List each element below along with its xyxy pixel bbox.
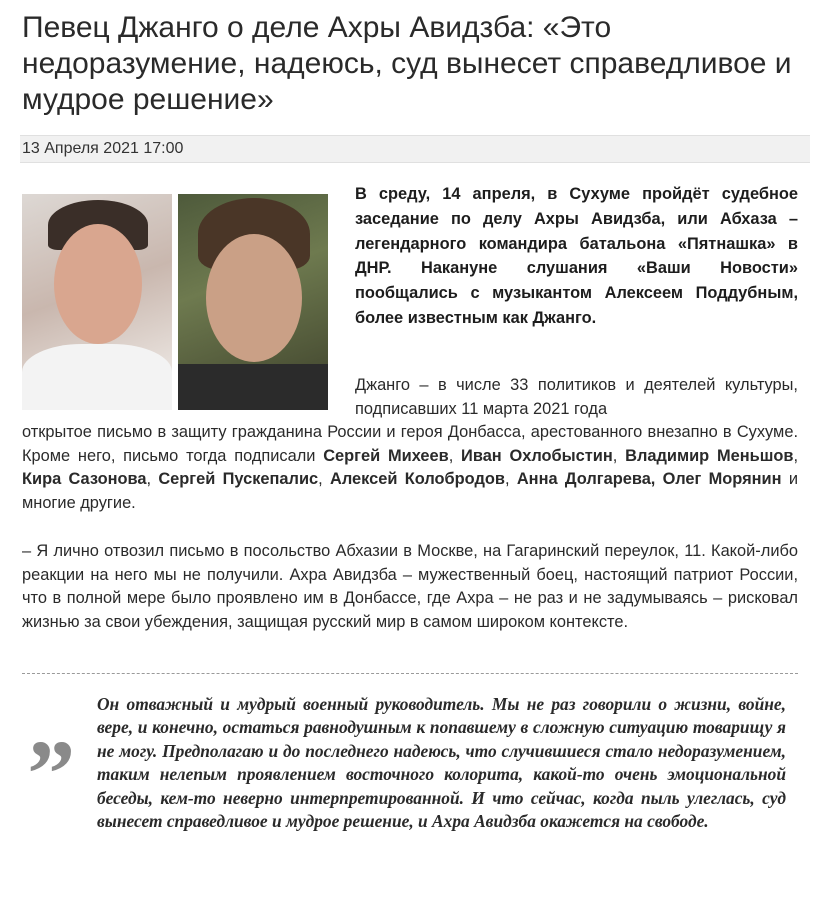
article-title: Певец Джанго о деле Ахры Авидзба: «Это недоразумение, надеюсь, суд вынесет справедливое и мудрое решение»	[22, 11, 792, 116]
paragraph-1-end: и многие другие.	[22, 470, 798, 512]
separator	[655, 470, 662, 488]
separator: ,	[318, 470, 330, 488]
signer-name: Сергей Михеев	[323, 446, 449, 465]
separator: ,	[793, 446, 799, 465]
paragraph-1-text: открытое письмо в защиту гражданина России и героя Донбасса, арестованного внезапно в Сухуме. Кроме него, письмо тогда подписали	[22, 423, 798, 465]
date-bar	[20, 135, 810, 163]
photo-akhra-avidzba	[178, 194, 328, 410]
separator: ,	[504, 470, 517, 488]
publish-date: 13 Апреля 2021 17:00	[22, 140, 184, 157]
signer-name: Олег Морянин	[662, 470, 782, 488]
separator: ,	[448, 446, 462, 465]
signer-name: Алексей Колобродов	[330, 470, 505, 488]
separator: ,	[612, 446, 626, 465]
photo-django-face	[54, 224, 142, 344]
paragraph-1-intro: Джанго – в числе 33 политиков и деятелей культуры, подписавших 11 марта 2021 года	[355, 376, 798, 418]
photo-django-shirt	[22, 344, 172, 410]
signer-name: Иван Охлобыстин	[461, 446, 613, 465]
signer-name: Кира Сазонова	[22, 470, 147, 488]
signer-name: Владимир Меньшов	[625, 446, 794, 465]
paragraph-1	[22, 421, 798, 515]
article-photo	[22, 194, 328, 410]
photo-avidzba-shirt	[178, 364, 328, 410]
signer-name: Анна Долгарева,	[516, 470, 656, 488]
photo-django	[22, 194, 172, 410]
photo-avidzba-face	[206, 234, 302, 362]
blockquote: Он отважный и мудрый военный руководитель. Мы не раз говорили о жизни, войне, вере, и конечно, остаться равнодушным к попавшему в сложную ситуацию товарищу я не могу. Предполагаю и до последнего надеюсь, что случившиеся стало недоразумением, таким нелепым проявлением восточного колорита, какой-то очень эмоциональной беседы, кем-то неверно интерпретированной. И что сейчас, когда пыль улеглась, суд вынесет справедливое и мудрое решение, и Ахра Авидзба окажется на свободе.	[97, 694, 786, 832]
paragraph-2: – Я лично отвозил письмо в посольство Абхазии в Москве, на Гагаринский переулок, 11. Какой-либо реакции на него мы не получили. Ахра Авидзба – мужественный боец, настоящий патриот России, что в полной мере было проявлено им в Донбассе, где Ахра – не раз и не задумываясь – рисковал жизнью за свои убеждения, защищая русский мир в самом широком контексте.	[22, 542, 798, 631]
quote-divider	[22, 673, 798, 674]
quote-icon: „	[28, 670, 76, 777]
signer-name: Сергей Пускепалис	[158, 470, 319, 488]
article-lead: В среду, 14 апреля, в Сухуме пройдёт судебное заседание по делу Ахры Авидзба, или Абхаза – легендарного командира батальона «Пятнашка» в ДНР. Накануне слушания «Ваши Новости» пообщались с музыкантом Алексеем Поддубным, более известным как Джанго.	[355, 185, 798, 327]
separator: ,	[146, 470, 159, 488]
